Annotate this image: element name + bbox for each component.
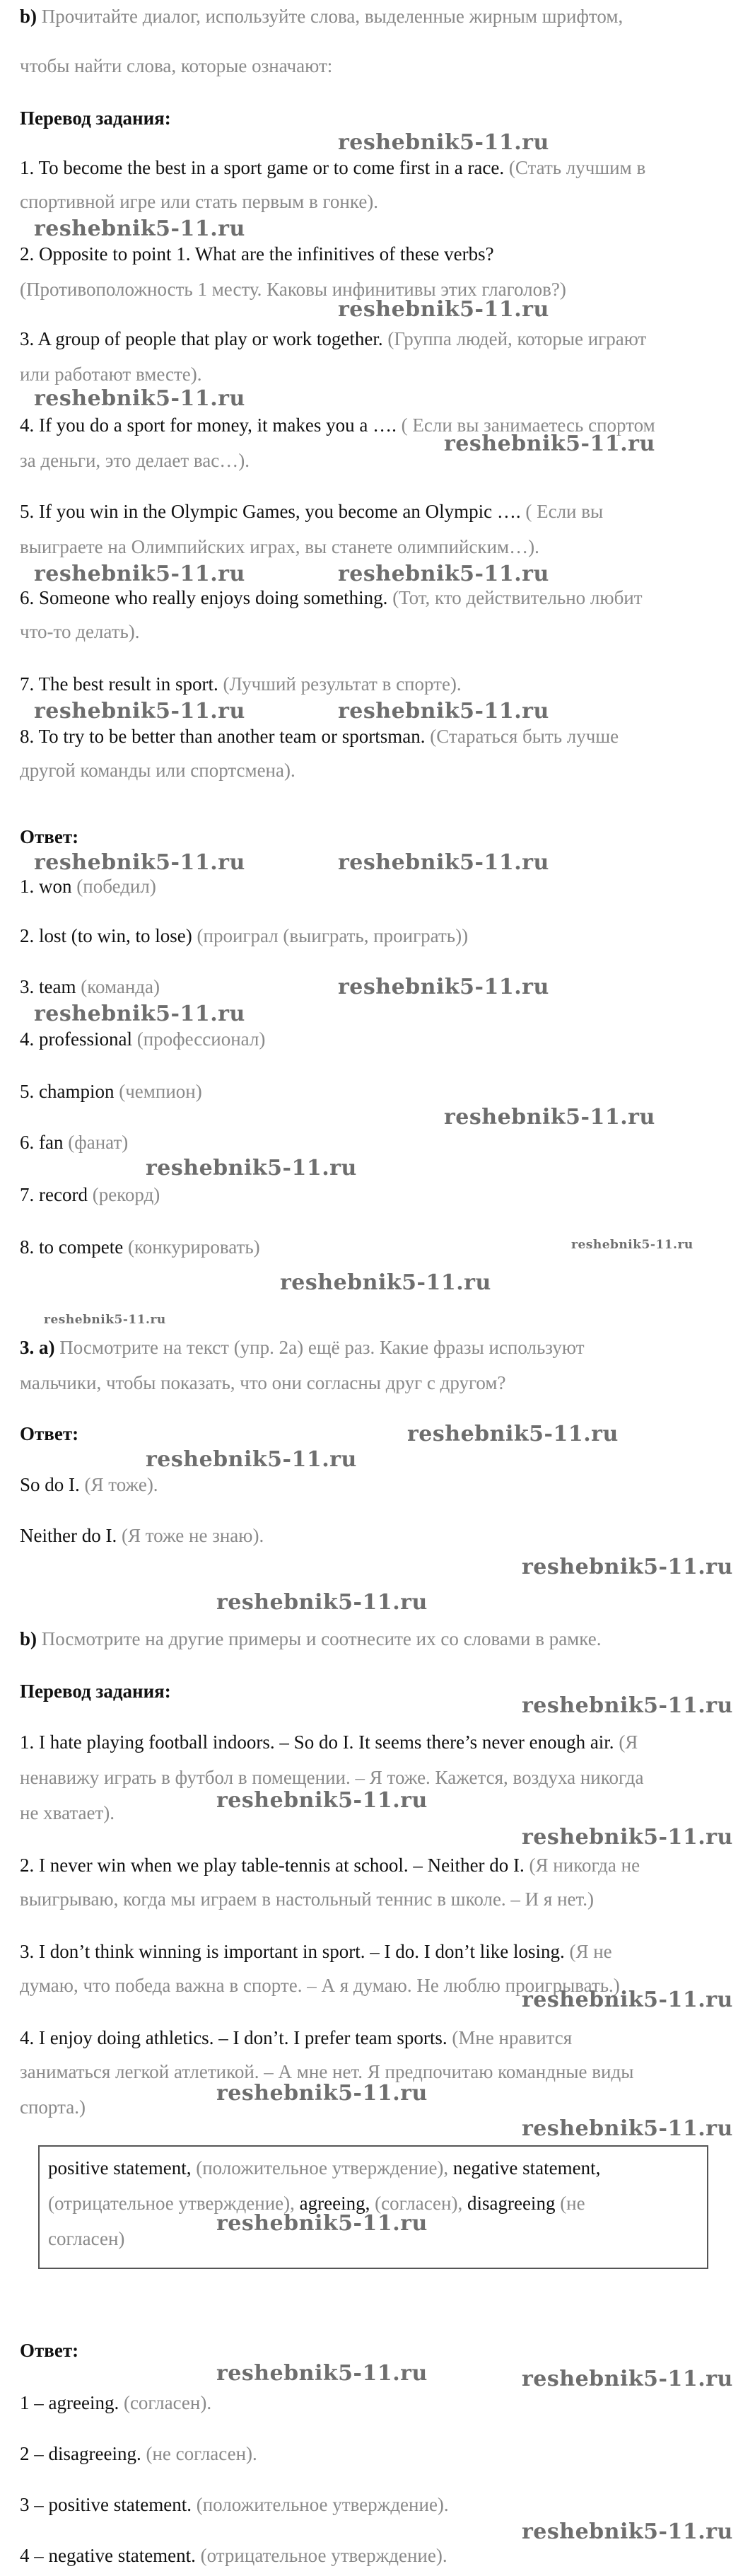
watermark: reshebnik5-11.ru xyxy=(338,130,549,155)
task-translation-title-2: Перевод задания: xyxy=(20,1681,171,1702)
answer-5 xyxy=(20,1079,734,1103)
box-negative-statement: negative statement, xyxy=(452,2157,601,2178)
answer-7-en: 7. record xyxy=(20,1184,88,1205)
watermark: reshebnik5-11.ru xyxy=(216,1788,428,1813)
answer-6 xyxy=(20,1130,734,1154)
example-1-ru: (Я xyxy=(619,1731,638,1753)
task-3 xyxy=(20,327,734,351)
answer-5-en: 5. champion xyxy=(20,1081,115,1102)
answer-b-1-ru: (согласен). xyxy=(123,2392,212,2413)
task-3-ru-2: или работают вместе). xyxy=(20,364,202,385)
answer-2-ru: (проиграл (выиграть, проиграть)) xyxy=(197,925,469,946)
example-3-en: 3. I don’t think winning is important in sport. – I do. I don’t like losing. xyxy=(20,1941,565,1962)
example-1-ru-2: ненавижу играть в футбол в помещении. – Я тоже. Кажется, воздуха никогда xyxy=(20,1767,644,1788)
answer-b-3 xyxy=(20,2493,734,2517)
example-4 xyxy=(20,2026,734,2050)
answer3-2-ru: (Я тоже не знаю). xyxy=(121,1525,264,1546)
watermark: reshebnik5-11.ru xyxy=(522,2116,733,2141)
task-4-ru: ( Если вы занимаетесь спортом xyxy=(401,414,655,436)
watermark: reshebnik5-11.ru xyxy=(280,1270,491,1295)
task-1-en: 1. To become the best in a sport game or to come first in a race. xyxy=(20,157,505,178)
task-8-en: 8. To try to be better than another team or sportsman. xyxy=(20,726,426,747)
answer-label: Ответ: xyxy=(20,826,79,847)
example-2-ru-2: выигрываю, когда мы играем в настольный теннис в школе. – И я нет.) xyxy=(20,1889,595,1910)
watermark: reshebnik5-11.ru xyxy=(522,1693,733,1718)
b-label: b) xyxy=(20,6,37,27)
task-5-ru: ( Если вы xyxy=(525,501,604,522)
task-4-en: 4. If you do a sport for money, it makes you a …. xyxy=(20,414,397,436)
watermark: reshebnik5-11.ru xyxy=(34,216,245,241)
task-8-ru-2: другой команды или спортсмена). xyxy=(20,760,295,781)
answer-4 xyxy=(20,1027,734,1051)
answer3-2-en: Neither do I. xyxy=(20,1525,117,1546)
box-disagreeing-ru: (не xyxy=(560,2193,585,2214)
task-8 xyxy=(20,724,734,748)
task-6 xyxy=(20,586,734,610)
watermark: reshebnik5-11.ru xyxy=(338,699,549,724)
box-line-3: согласен) xyxy=(48,2228,125,2249)
answer3-1 xyxy=(20,1473,734,1497)
answer-6-en: 6. fan xyxy=(20,1132,64,1153)
task-7 xyxy=(20,672,734,696)
watermark: reshebnik5-11.ru xyxy=(216,2081,428,2106)
answer-4-ru: (профессионал) xyxy=(136,1028,266,1050)
watermark: reshebnik5-11.ru xyxy=(34,386,245,411)
task3-line-1 xyxy=(20,1335,734,1359)
task-6-en: 6. Someone who really enjoys doing something. xyxy=(20,587,388,608)
answer-1-en: 1. won xyxy=(20,876,72,897)
box-negative-statement-ru: (отрицательное утверждение), xyxy=(48,2193,295,2214)
b2-text: Посмотрите на другие примеры и соотнесите их со словами в рамке. xyxy=(41,1628,602,1649)
answer3-1-en: So do I. xyxy=(20,1474,80,1495)
task-6-ru-2: что-то делать). xyxy=(20,621,140,642)
example-2-ru: (Я никогда не xyxy=(529,1855,640,1876)
watermark: reshebnik5-11.ru xyxy=(34,562,245,586)
task-2-ru: (Противоположность 1 месту. Каковы инфинитивы этих глаголов?) xyxy=(20,279,566,300)
task-3-ru: (Группа людей, которые играют xyxy=(387,328,647,349)
task-7-en: 7. The best result in sport. xyxy=(20,673,218,695)
answer-b-1 xyxy=(20,2391,734,2415)
b-intro-line-1 xyxy=(20,4,734,28)
watermark: reshebnik5-11.ru xyxy=(522,1825,733,1850)
example-4-ru: (Мне нравится xyxy=(452,2027,573,2048)
watermark: reshebnik5-11.ru xyxy=(216,2361,428,2386)
watermark: reshebnik5-11.ru xyxy=(34,850,245,875)
answer-b-2-en: 2 – disagreeing. xyxy=(20,2443,141,2464)
answer-2-en: 2. lost (to win, to lose) xyxy=(20,925,192,946)
task-5-en: 5. If you win in the Olympic Games, you become an Olympic …. xyxy=(20,501,521,522)
watermark: reshebnik5-11.ru xyxy=(146,1447,357,1472)
box-line-1 xyxy=(48,2156,698,2180)
box-positive-statement: positive statement, xyxy=(48,2157,192,2178)
watermark: reshebnik5-11.ru xyxy=(216,2211,428,2236)
watermark: reshebnik5-11.ru xyxy=(571,1238,693,1252)
watermark: reshebnik5-11.ru xyxy=(444,1105,655,1130)
b-intro-line-2: чтобы найти слова, которые означают: xyxy=(20,55,333,76)
watermark: reshebnik5-11.ru xyxy=(522,2367,733,2391)
answer3-2 xyxy=(20,1524,734,1548)
answer-3-ru: (команда) xyxy=(81,976,160,997)
task-4-ru-2: за деньги, это делает вас…). xyxy=(20,450,250,471)
answer-b-label: Ответ: xyxy=(20,2340,79,2361)
task-7-ru: (Лучший результат в спорте). xyxy=(223,673,462,695)
task-1 xyxy=(20,156,734,180)
answer-b-2 xyxy=(20,2442,734,2466)
example-1-ru-3: не хватает). xyxy=(20,1802,115,1823)
answer-8-en: 8. to compete xyxy=(20,1236,124,1258)
answer-3-en: 3. team xyxy=(20,976,76,997)
box-disagreeing: disagreeing xyxy=(467,2193,556,2214)
answer-8-ru: (конкурировать) xyxy=(127,1236,260,1258)
task-5 xyxy=(20,499,734,523)
task-1-ru: (Стать лучшим в xyxy=(508,157,646,178)
answer3-label: Ответ: xyxy=(20,1423,79,1444)
task-translation-title: Перевод задания: xyxy=(20,108,171,129)
task-6-ru: (Тот, кто действительно любит xyxy=(392,587,643,608)
example-4-ru-2: заниматься легкой атлетикой. – А мне нет. Я предпочитаю командные виды xyxy=(20,2061,634,2082)
b2-label: b) xyxy=(20,1628,37,1649)
answer-b-3-en: 3 – positive statement. xyxy=(20,2494,192,2515)
task-3-en: 3. A group of people that play or work together. xyxy=(20,328,383,349)
watermark: reshebnik5-11.ru xyxy=(146,1156,357,1180)
watermark: reshebnik5-11.ru xyxy=(34,699,245,724)
example-2-en: 2. I never win when we play table-tennis at school. – Neither do I. xyxy=(20,1855,525,1876)
watermark: reshebnik5-11.ru xyxy=(522,2519,733,2544)
answer-1 xyxy=(20,874,734,898)
answer-b-4 xyxy=(20,2543,734,2568)
task3-text-1: Посмотрите на текст (упр. 2а) ещё раз. Какие фразы используют xyxy=(59,1337,585,1358)
answer-b-4-en: 4 – negative statement. xyxy=(20,2545,196,2566)
box-agreeing: agreeing, xyxy=(299,2193,370,2214)
watermark: reshebnik5-11.ru xyxy=(407,1422,619,1446)
watermark: reshebnik5-11.ru xyxy=(216,1590,428,1615)
watermark: reshebnik5-11.ru xyxy=(444,431,655,456)
watermark: reshebnik5-11.ru xyxy=(338,975,549,999)
example-1-en: 1. I hate playing football indoors. – So do I. It seems there’s never enough air. xyxy=(20,1731,614,1753)
example-3-ru-2: думаю, что победа важна в спорте. – А я думаю. Не люблю проигрывать.) xyxy=(20,1975,620,1996)
answer-b-2-ru: (не согласен). xyxy=(146,2443,257,2464)
b-intro-text-1: Прочитайте диалог, используйте слова, выделенные жирным шрифтом, xyxy=(41,6,624,27)
example-3-ru: (Я не xyxy=(569,1941,612,1962)
answer-b-1-en: 1 – agreeing. xyxy=(20,2392,119,2413)
example-1 xyxy=(20,1730,734,1754)
example-4-ru-3: спорта.) xyxy=(20,2096,86,2118)
watermark: reshebnik5-11.ru xyxy=(522,1988,733,2012)
watermark: reshebnik5-11.ru xyxy=(34,1002,245,1026)
answer-1-ru: (победил) xyxy=(76,876,156,897)
answer-b-4-ru: (отрицательное утверждение). xyxy=(200,2545,447,2566)
answer-7 xyxy=(20,1183,734,1207)
box-agreeing-ru: (согласен), xyxy=(375,2193,463,2214)
task-2-en: 2. Opposite to point 1. What are the infinitives of these verbs? xyxy=(20,243,494,265)
answer-4-en: 4. professional xyxy=(20,1028,132,1050)
watermark: reshebnik5-11.ru xyxy=(522,1555,733,1579)
answer-2 xyxy=(20,924,734,948)
answer-b-3-ru: (положительное утверждение). xyxy=(196,2494,449,2515)
watermark: reshebnik5-11.ru xyxy=(338,297,549,322)
answer-5-ru: (чемпион) xyxy=(119,1081,202,1102)
task-8-ru: (Стараться быть лучше xyxy=(430,726,619,747)
answer-6-ru: (фанат) xyxy=(68,1132,129,1153)
answer3-1-ru: (Я тоже). xyxy=(84,1474,158,1495)
b2-line xyxy=(20,1627,734,1651)
watermark: reshebnik5-11.ru xyxy=(338,562,549,586)
answer-7-ru: (рекорд) xyxy=(92,1184,160,1205)
task3-label: 3. а) xyxy=(20,1337,55,1358)
watermark: reshebnik5-11.ru xyxy=(338,850,549,875)
task-1-ru-2: спортивной игре или стать первым в гонке). xyxy=(20,191,379,212)
example-2 xyxy=(20,1853,734,1877)
example-3 xyxy=(20,1939,734,1963)
task3-text-2: мальчики, чтобы показать, что они согласны друг с другом? xyxy=(20,1372,506,1393)
watermark: reshebnik5-11.ru xyxy=(44,1313,166,1327)
task-5-ru-2: выиграете на Олимпийских играх, вы станете олимпийским…). xyxy=(20,536,539,557)
example-4-en: 4. I enjoy doing athletics. – I don’t. I prefer team sports. xyxy=(20,2027,447,2048)
box-positive-statement-ru: (положительное утверждение), xyxy=(196,2157,449,2178)
